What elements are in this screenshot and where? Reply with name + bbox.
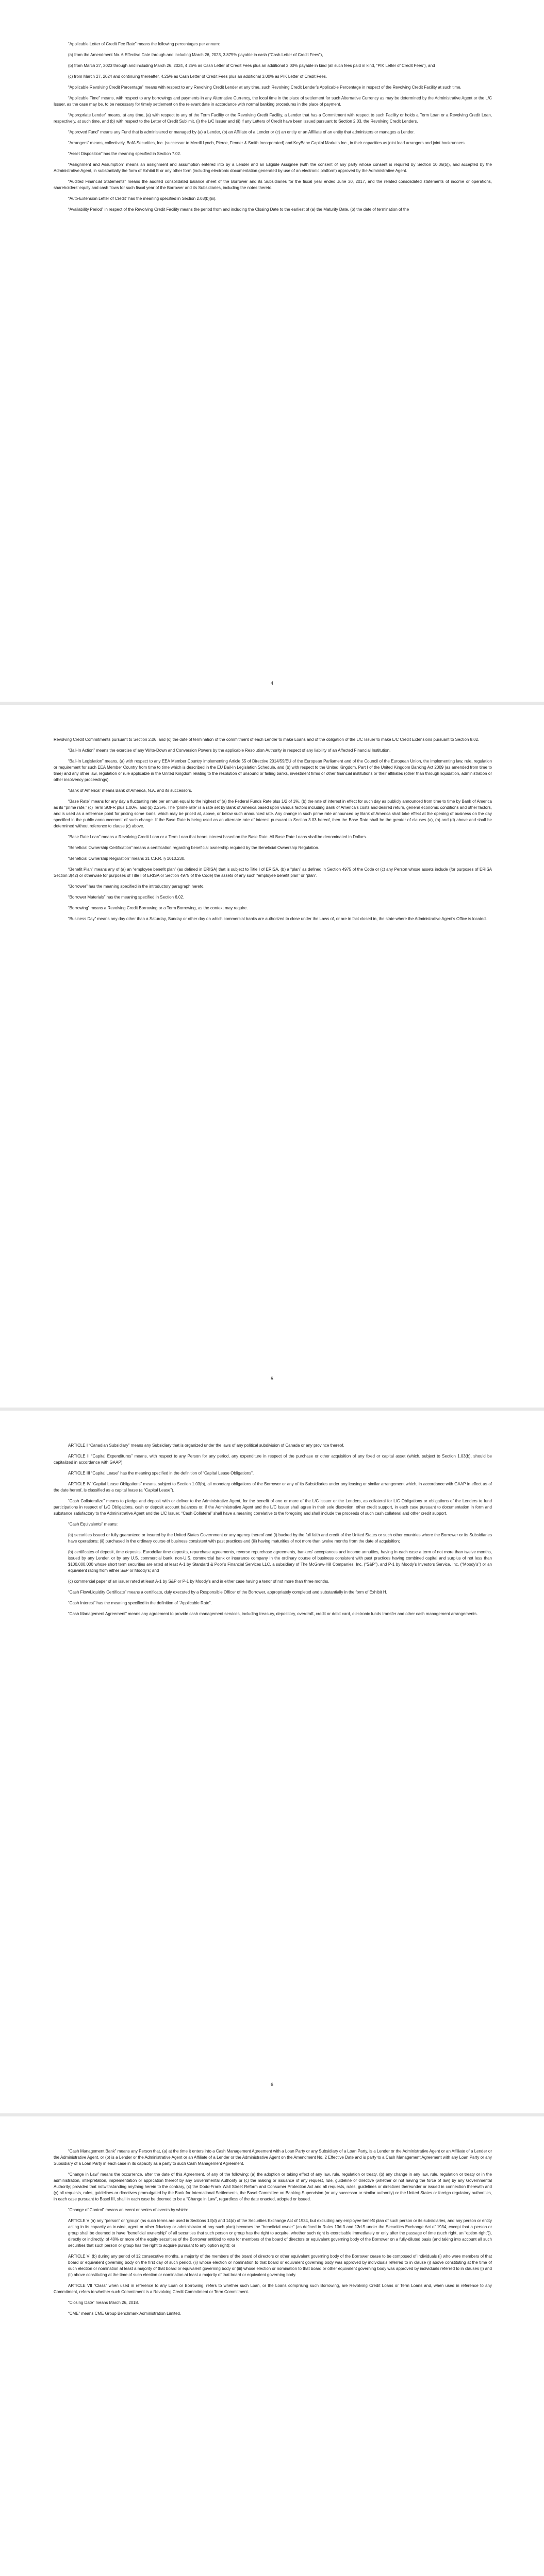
definition-paragraph: “Cash Interest” has the meaning specified in the definition of “Applicable Rate”. <box>68 1601 212 1605</box>
definition-paragraph: “Assignment and Assumption” means an assignment and assumption entered into by a Lender and an Eligible Assignee (with the consent of any party whose consent is required by Section 10.06(b)), and accepted by the Administrative Agent, in substantially the form of Exhibit E or any other form (including electronic documentation generated by use of an electronic platform) approved by the Administrative Agent. <box>54 162 492 173</box>
definition-paragraph: (c) from March 27, 2024 and continuing thereafter, 4.25% as Cash Letter of Credit Fees plus an additional 3.00% as PIK Letter of Credit Fees. <box>68 74 327 79</box>
definition-paragraph: (c) commercial paper of an issuer rated at least A-1 by S&P or P-1 by Moody’s and in either case having a tenor of not more than three months. <box>68 1579 329 1584</box>
definition-paragraph: “Benefit Plan” means any of (a) an “employee benefit plan” (as defined in ERISA) that is subject to Title I of ERISA, (b) a “plan” as defined in Section 4975 of the Code or (c) any Person whose assets include (for purposes of ERISA Section 3(42) or otherwise for purposes of Title I of ERISA or Section 4975 of the Code) the assets of any such “employee benefit plan” or “plan”. <box>54 867 492 878</box>
page-4 <box>0 0 544 701</box>
page-7-body <box>54 2148 492 2321</box>
definition-paragraph: “Auto-Extension Letter of Credit” has the meaning specified in Section 2.03(b)(iii). <box>68 196 217 201</box>
definition-paragraph: “Cash Management Bank” means any Person that, (a) at the time it enters into a Cash Management Agreement with a Loan Party or any Subsidiary of a Loan Party, is a Lender or the Administrative Agent or an Affiliate of a Lender or the Administrative Agent, or (b) is a Lender or the Administrative Agent or an Affiliate of a Lender or the Administrative Agent on the Amendment No. 2 Effective Date and is party to a Cash Management Agreement with any Loan Party or any Subsidiary of a Loan Party in each case in its capacity as a party to such Cash Management Agreement. <box>54 2149 492 2166</box>
definition-paragraph: ARTICLE I “Canadian Subsidiary” means any Subsidiary that is organized under the laws of any political subdivision of Canada or any province thereof. <box>68 1443 344 1448</box>
definition-paragraph: “Applicable Time” means, with respect to any borrowings and payments in any Alternative Currency, the local time in the place of settlement for such Alternative Currency as may be determined by the Administrative Agent or the L/C Issuer, as the case may be, to be necessary for timely settlement on the relevant date in accordance with normal banking procedures in the place of payment. <box>54 96 492 107</box>
page-4-body <box>54 41 492 217</box>
page-number: 5 <box>270 1376 273 1381</box>
page-6-body <box>54 1443 492 1622</box>
definition-paragraph: (b) certificates of deposit, time deposits, Eurodollar time deposits, repurchase agreements, reverse repurchase agreements, bankers’ acceptances and income annuities, having in each case a term of not more than twelve months, issued by any Lender, or by any U.S. commercial bank, non-U.S. commercial bank or insurance company in the ordinary course of business consistent with past practices having combined capital and surplus of not less than $100,000,000 whose short term securities are rated at least A-1 by Standard & Poor’s Financial Services LLC, a subsidiary of The McGraw-Hill Companies, Inc. (“S&P”), and P-1 by Moody’s Investors Service, Inc. (“Moody’s”) or an equivalent rating from either S&P or Moody’s; and <box>68 1550 492 1573</box>
definition-paragraph: “Availability Period” in respect of the Revolving Credit Facility means the period from and including the Closing Date to the earliest of (a) the Maturity Date, (b) the date of termination of the <box>68 207 409 212</box>
definition-paragraph: “Borrower” has the meaning specified in the introductory paragraph hereto. <box>68 884 205 889</box>
definition-paragraph: “Cash Equivalents” means: <box>68 1522 118 1527</box>
page-separator <box>0 1408 544 1411</box>
definition-paragraph: “Cash Collateralize” means to pledge and deposit with or deliver to the Administrative Agent, for the benefit of one or more of the L/C Issuer or the Lenders, as collateral for L/C Obligations or obligations of the Lenders to fund participations in respect of L/C Obligations, cash or deposit account balances or, if the Administrative Agent and the L/C Issuer shall agree in their sole discretion, other credit support, in each case pursuant to documentation in form and substance satisfactory to the Administrative Agent and the L/C Issuer. “Cash Collateral” shall have a meaning correlative to the foregoing and shall include the proceeds of such cash collateral and other credit support. <box>54 1499 492 1516</box>
definition-paragraph: “Bank of America” means Bank of America, N.A. and its successors. <box>68 788 192 793</box>
definition-paragraph: “Change in Law” means the occurrence, after the date of this Agreement, of any of the following: (a) the adoption or taking effect of any law, rule, regulation or treaty, (b) any change in any law, rule, regulation or treaty or in the administration, interpretation, implementation or application thereof by any Governmental Authority or (c) the making or issuance of any request, rule, guideline or directive (whether or not having the force of law) by any Governmental Authority; provided that notwithstanding anything herein to the contrary, (x) the Dodd-Frank Wall Street Reform and Consumer Protection Act and all requests, rules, guidelines or directives thereunder or issued in connection therewith and (y) all requests, rules, guidelines or directives promulgated by the Bank for International Settlements, the Basel Committee on Banking Supervision (or any successor or similar authority) or the United States or foreign regulatory authorities, in each case pursuant to Basel III, shall in each case be deemed to be a “Change in Law”, regardless of the date enacted, adopted or issued. <box>54 2172 492 2201</box>
page-6 <box>0 1412 544 2112</box>
definition-paragraph: “Business Day” means any day other than a Saturday, Sunday or other day on which commercial banks are authorized to close under the Laws of, or are in fact closed in, the state where the Administrative Agent’s Office is located. <box>68 917 487 921</box>
definition-paragraph: “Approved Fund” means any Fund that is administered or managed by (a) a Lender, (b) an Affiliate of a Lender or (c) an entity or an Affiliate of an entity that administers or manages a Lender. <box>68 130 415 134</box>
definition-paragraph: “Bail-In Legislation” means, (a) with respect to any EEA Member Country implementing Article 55 of Directive 2014/59/EU of the European Parliament and of the Council of the European Union, the implementing law, rule, regulation or requirement for such EEA Member Country from time to time which is described in the EU Bail-In Legislation Schedule, and (b) with respect to the United Kingdom, Part I of the United Kingdom Banking Act 2009 (as amended from time to time) and any other law, regulation or rule applicable in the United Kingdom relating to the resolution of unsound or failing banks, investment firms or other financial institutions or their affiliates (other than through liquidation, administration or other insolvency proceedings). <box>54 759 492 782</box>
definition-paragraph: “Cash Management Agreement” means any agreement to provide cash management services, including treasury, depository, overdraft, credit or debit card, electronic funds transfer and other cash management arrangements. <box>68 1612 478 1616</box>
definition-paragraph: (b) from March 27, 2023 through and including March 26, 2024, 4.25% as Cash Letter of Credit Fees plus an additional 2.00% payable in kind (all such fees paid in kind, “PIK Letter of Credit Fees”), and <box>68 63 435 68</box>
page-separator <box>0 2113 544 2116</box>
definition-paragraph: “Borrowing” means a Revolving Credit Borrowing or a Term Borrowing, as the context may require. <box>68 906 248 910</box>
definition-paragraph: (a) securities issued or fully guaranteed or insured by the United States Government or any agency thereof and (i) backed by the full faith and credit of the United States or such other countries where the Borrower or its Subsidiaries have operations; (ii) purchased in the ordinary course of business consistent with past practices and (iii) having maturities of not more than twelve months from the date of acquisition; <box>68 1533 492 1544</box>
definition-paragraph: ARTICLE IV “Capital Lease Obligations” means, subject to Section 1.03(b), all monetary obligations of the Borrower or any of its Subsidiaries under any leasing or similar arrangement which, in accordance with GAAP in effect as of the date hereof, is classified as a capital lease (a “Capital Lease”). <box>54 1482 492 1493</box>
definition-paragraph: “Change of Control” means an event or series of events by which: <box>68 2208 188 2212</box>
definition-paragraph: (a) from the Amendment No. 6 Effective Date through and including March 26, 2023, 3.875% payable in cash (“Cash Letter of Credit Fees”), <box>68 53 323 57</box>
definition-paragraph: “Borrower Materials” has the meaning specified in Section 6.02. <box>68 895 184 900</box>
page-7 <box>0 2117 544 2576</box>
definition-paragraph: ARTICLE VII “Class” when used in reference to any Loan or Borrowing, refers to whether such Loan, or the Loans comprising such Borrowing, are Revolving Credit Loans or Term Loans and, when used in reference to any Commitment, refers to whether such Commitment is a Revolving Credit Commitment or Term Commitment. <box>54 2283 492 2294</box>
definition-paragraph: “Cash Flow/Liquidity Certificate” means a certificate, duly executed by a Responsible Officer of the Borrower, appropriately completed and substantially in the form of Exhibit H. <box>68 1590 387 1595</box>
page-5 <box>0 706 544 1406</box>
definition-paragraph: “Appropriate Lender” means, at any time, (a) with respect to any of the Term Facility or the Revolving Credit Facility, a Lender that has a Commitment with respect to such Facility or holds a Term Loan or a Revolving Credit Loan, respectively, at such time, and (b) with respect to the Letter of Credit Sublimit, (i) the L/C Issuer and (ii) if any Letters of Credit have been issued pursuant to Section 2.03, the Revolving Credit Lenders. <box>54 113 492 124</box>
definition-paragraph: “Asset Disposition” has the meaning specified in Section 7.02. <box>68 151 182 156</box>
definition-paragraph: “Arrangers” means, collectively, BofA Securities, Inc. (successor to Merrill Lynch, Pierce, Fenner & Smith Incorporated) and KeyBanc Capital Markets Inc., in their capacities as joint lead arrangers and joint bookrunners. <box>68 141 466 145</box>
definition-paragraph: “CME” means CME Group Benchmark Administration Limited. <box>68 2311 182 2316</box>
definition-paragraph: “Beneficial Ownership Certification” means a certification regarding beneficial ownership required by the Beneficial Ownership Regulation. <box>68 845 319 850</box>
definition-paragraph: ARTICLE V (a) any “person” or “group” (as such terms are used in Sections 13(d) and 14(d) of the Securities Exchange Act of 1934, but excluding any employee benefit plan of such person or its subsidiaries, and any person or entity acting in its capacity as trustee, agent or other fiduciary or administrator of any such plan) becomes the “beneficial owner” (as defined in Rules 13d-3 and 13d-5 under the Securities Exchange Act of 1934, except that a person or group shall be deemed to have “beneficial ownership” of all securities that such person or group has the right to acquire, whether such right is exercisable immediately or only after the passage of time (such right, an “option right”)), directly or indirectly, of 40% or more of the equity securities of the Borrower entitled to vote for members of the board of directors or equivalent governing body of the Borrower on a fully-diluted basis (and taking into account all such securities that such person or group has the right to acquire pursuant to any option right); or <box>68 2218 492 2248</box>
definition-paragraph: “Audited Financial Statements” means the audited consolidated balance sheet of the Borrower and its Subsidiaries for the fiscal year ended June 30, 2017, and the related consolidated statements of income or operations, shareholders’ equity and cash flows for such fiscal year of the Borrower and its Subsidiaries, including the notes thereto. <box>54 179 492 190</box>
definition-paragraph: ARTICLE VI (b) during any period of 12 consecutive months, a majority of the members of the board of directors or other equivalent governing body of the Borrower cease to be composed of individuals (i) who were members of that board or equivalent governing body on the first day of such period, (ii) whose election or nomination to that board or equivalent governing body was approved by individuals referred to in clause (i) above constituting at the time of such election or nomination at least a majority of that board or equivalent governing body or (iii) whose election or nomination to that board or other equivalent governing body was approved by individuals referred to in clauses (i) and (ii) above constituting at the time of such election or nomination at least a majority of that board or equivalent governing body. <box>68 2254 492 2277</box>
definition-paragraph: “Beneficial Ownership Regulation” means 31 C.F.R. § 1010.230. <box>68 856 186 861</box>
definition-paragraph: “Applicable Letter of Credit Fee Rate” means the following percentages per annum: <box>68 42 220 46</box>
page-number: 4 <box>270 681 273 686</box>
page-5-body <box>54 737 492 927</box>
page-number: 6 <box>270 2082 273 2087</box>
page-separator <box>0 702 544 705</box>
definition-paragraph: “Base Rate” means for any day a fluctuating rate per annum equal to the highest of (a) the Federal Funds Rate plus 1/2 of 1%, (b) the rate of interest in effect for such day as publicly announced from time to time by Bank of America as its “prime rate,” (c) Term SOFR plus 1.00%, and (d) 2.25%. The “prime rate” is a rate set by Bank of America based upon various factors including Bank of America’s costs and desired return, general economic conditions and other factors, and is used as a reference point for pricing some loans, which may be priced at, above, or below such announced rate. Any change in such prime rate announced by Bank of America shall take effect at the opening of business on the day specified in the public announcement of such change. If the Base Rate is being used as an alternate rate of interest pursuant to Section 3.03 hereof, then the Base Rate shall be the greater of clauses (a), (b) and (d) above and shall be determined without reference to clause (c) above. <box>54 799 492 828</box>
definition-paragraph: “Bail-In Action” means the exercise of any Write-Down and Conversion Powers by the applicable Resolution Authority in respect of any liability of an Affected Financial Institution. <box>68 748 391 753</box>
definition-paragraph: Revolving Credit Commitments pursuant to Section 2.06, and (c) the date of termination of the commitment of each Lender to make Loans and of the obligation of the L/C Issuer to make L/C Credit Extensions pursuant to Section 8.02. <box>54 737 480 742</box>
definition-paragraph: ARTICLE II “Capital Expenditures” means, with respect to any Person for any period, any expenditure in respect of the purchase or other acquisition of any fixed or capital asset (which, subject to Section 1.03(b), should be capitalized in accordance with GAAP). <box>54 1454 492 1465</box>
definition-paragraph: “Closing Date” means March 26, 2018. <box>68 2300 139 2305</box>
definition-paragraph: “Base Rate Loan” means a Revolving Credit Loan or a Term Loan that bears interest based on the Base Rate. All Base Rate Loans shall be denominated in Dollars. <box>68 835 367 839</box>
definition-paragraph: ARTICLE III “Capital Lease” has the meaning specified in the definition of “Capital Lease Obligations”. <box>68 1471 254 1476</box>
definition-paragraph: “Applicable Revolving Credit Percentage” means with respect to any Revolving Credit Lender at any time, such Revolving Credit Lender’s Applicable Percentage in respect of the Revolving Credit Facility at such time. <box>68 85 461 90</box>
